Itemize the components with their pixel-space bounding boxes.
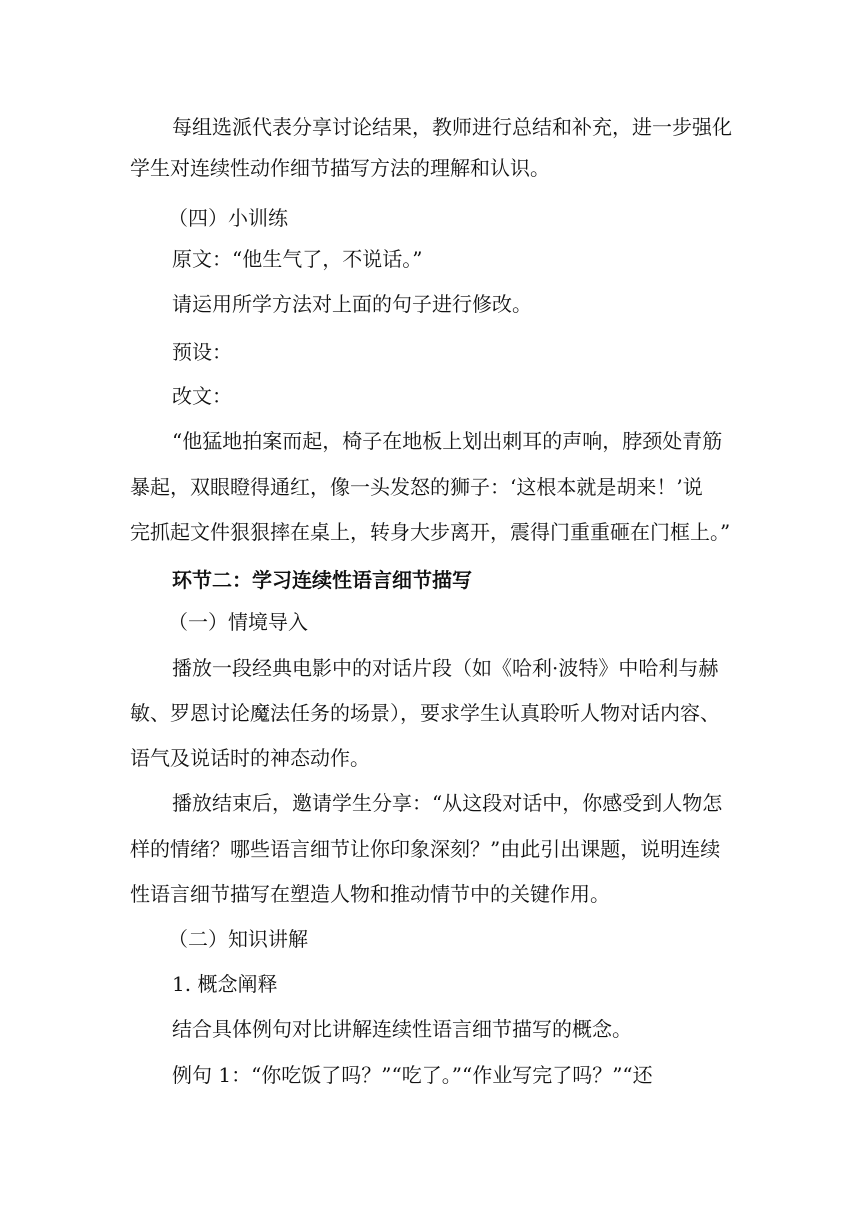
paragraph-line: “他猛地拍案而起，椅子在地板上划出刺耳的声响，脖颈处青筋: [172, 429, 723, 453]
paragraph-line: 播放结束后，邀请学生分享：“从这段对话中，你感受到人物怎: [172, 791, 723, 815]
section-heading: 环节二：学习连续性语言细节描写: [172, 568, 472, 592]
paragraph-line: 性语言细节描写在塑造人物和推动情节中的关键作用。: [130, 882, 610, 906]
paragraph-line: 样的情绪？哪些语言细节让你印象深刻？”由此引出课题，说明连续: [130, 837, 721, 861]
paragraph-line: 完抓起文件狠狠摔在桌上，转身大步离开，震得门重重砸在门框上。”: [130, 520, 731, 544]
paragraph-line: 请运用所学方法对上面的句子进行修改。: [172, 292, 532, 316]
paragraph-line: 语气及说话时的神态动作。: [130, 746, 370, 770]
paragraph-line: 结合具体例句对比讲解连续性语言细节描写的概念。: [172, 1017, 632, 1041]
paragraph-line: 改文：: [172, 384, 232, 408]
paragraph-line: 预设：: [172, 340, 232, 364]
section-heading: （二）知识讲解: [168, 927, 308, 951]
paragraph-line: 播放一段经典电影中的对话片段（如《哈利·波特》中哈利与赫: [172, 656, 719, 680]
numbered-heading: 1. 概念阐释: [172, 972, 278, 996]
paragraph-line: 原文：“他生气了，不说话。”: [172, 247, 423, 271]
paragraph-line: 每组选派代表分享讨论结果，教师进行总结和补充，进一步强化: [172, 115, 732, 139]
paragraph-line: 学生对连续性动作细节描写方法的理解和认识。: [130, 156, 550, 180]
paragraph-line: 例句 1：“你吃饭了吗？”“吃了。”“作业写完了吗？”“还: [172, 1063, 653, 1087]
section-heading: （四）小训练: [168, 206, 288, 230]
paragraph-line: 暴起，双眼瞪得通红，像一头发怒的狮子：‘这根本就是胡来！’说: [130, 475, 703, 499]
section-heading: （一）情境导入: [168, 610, 308, 634]
paragraph-line: 敏、罗恩讨论魔法任务的场景），要求学生认真聆听人物对话内容、: [130, 701, 720, 725]
